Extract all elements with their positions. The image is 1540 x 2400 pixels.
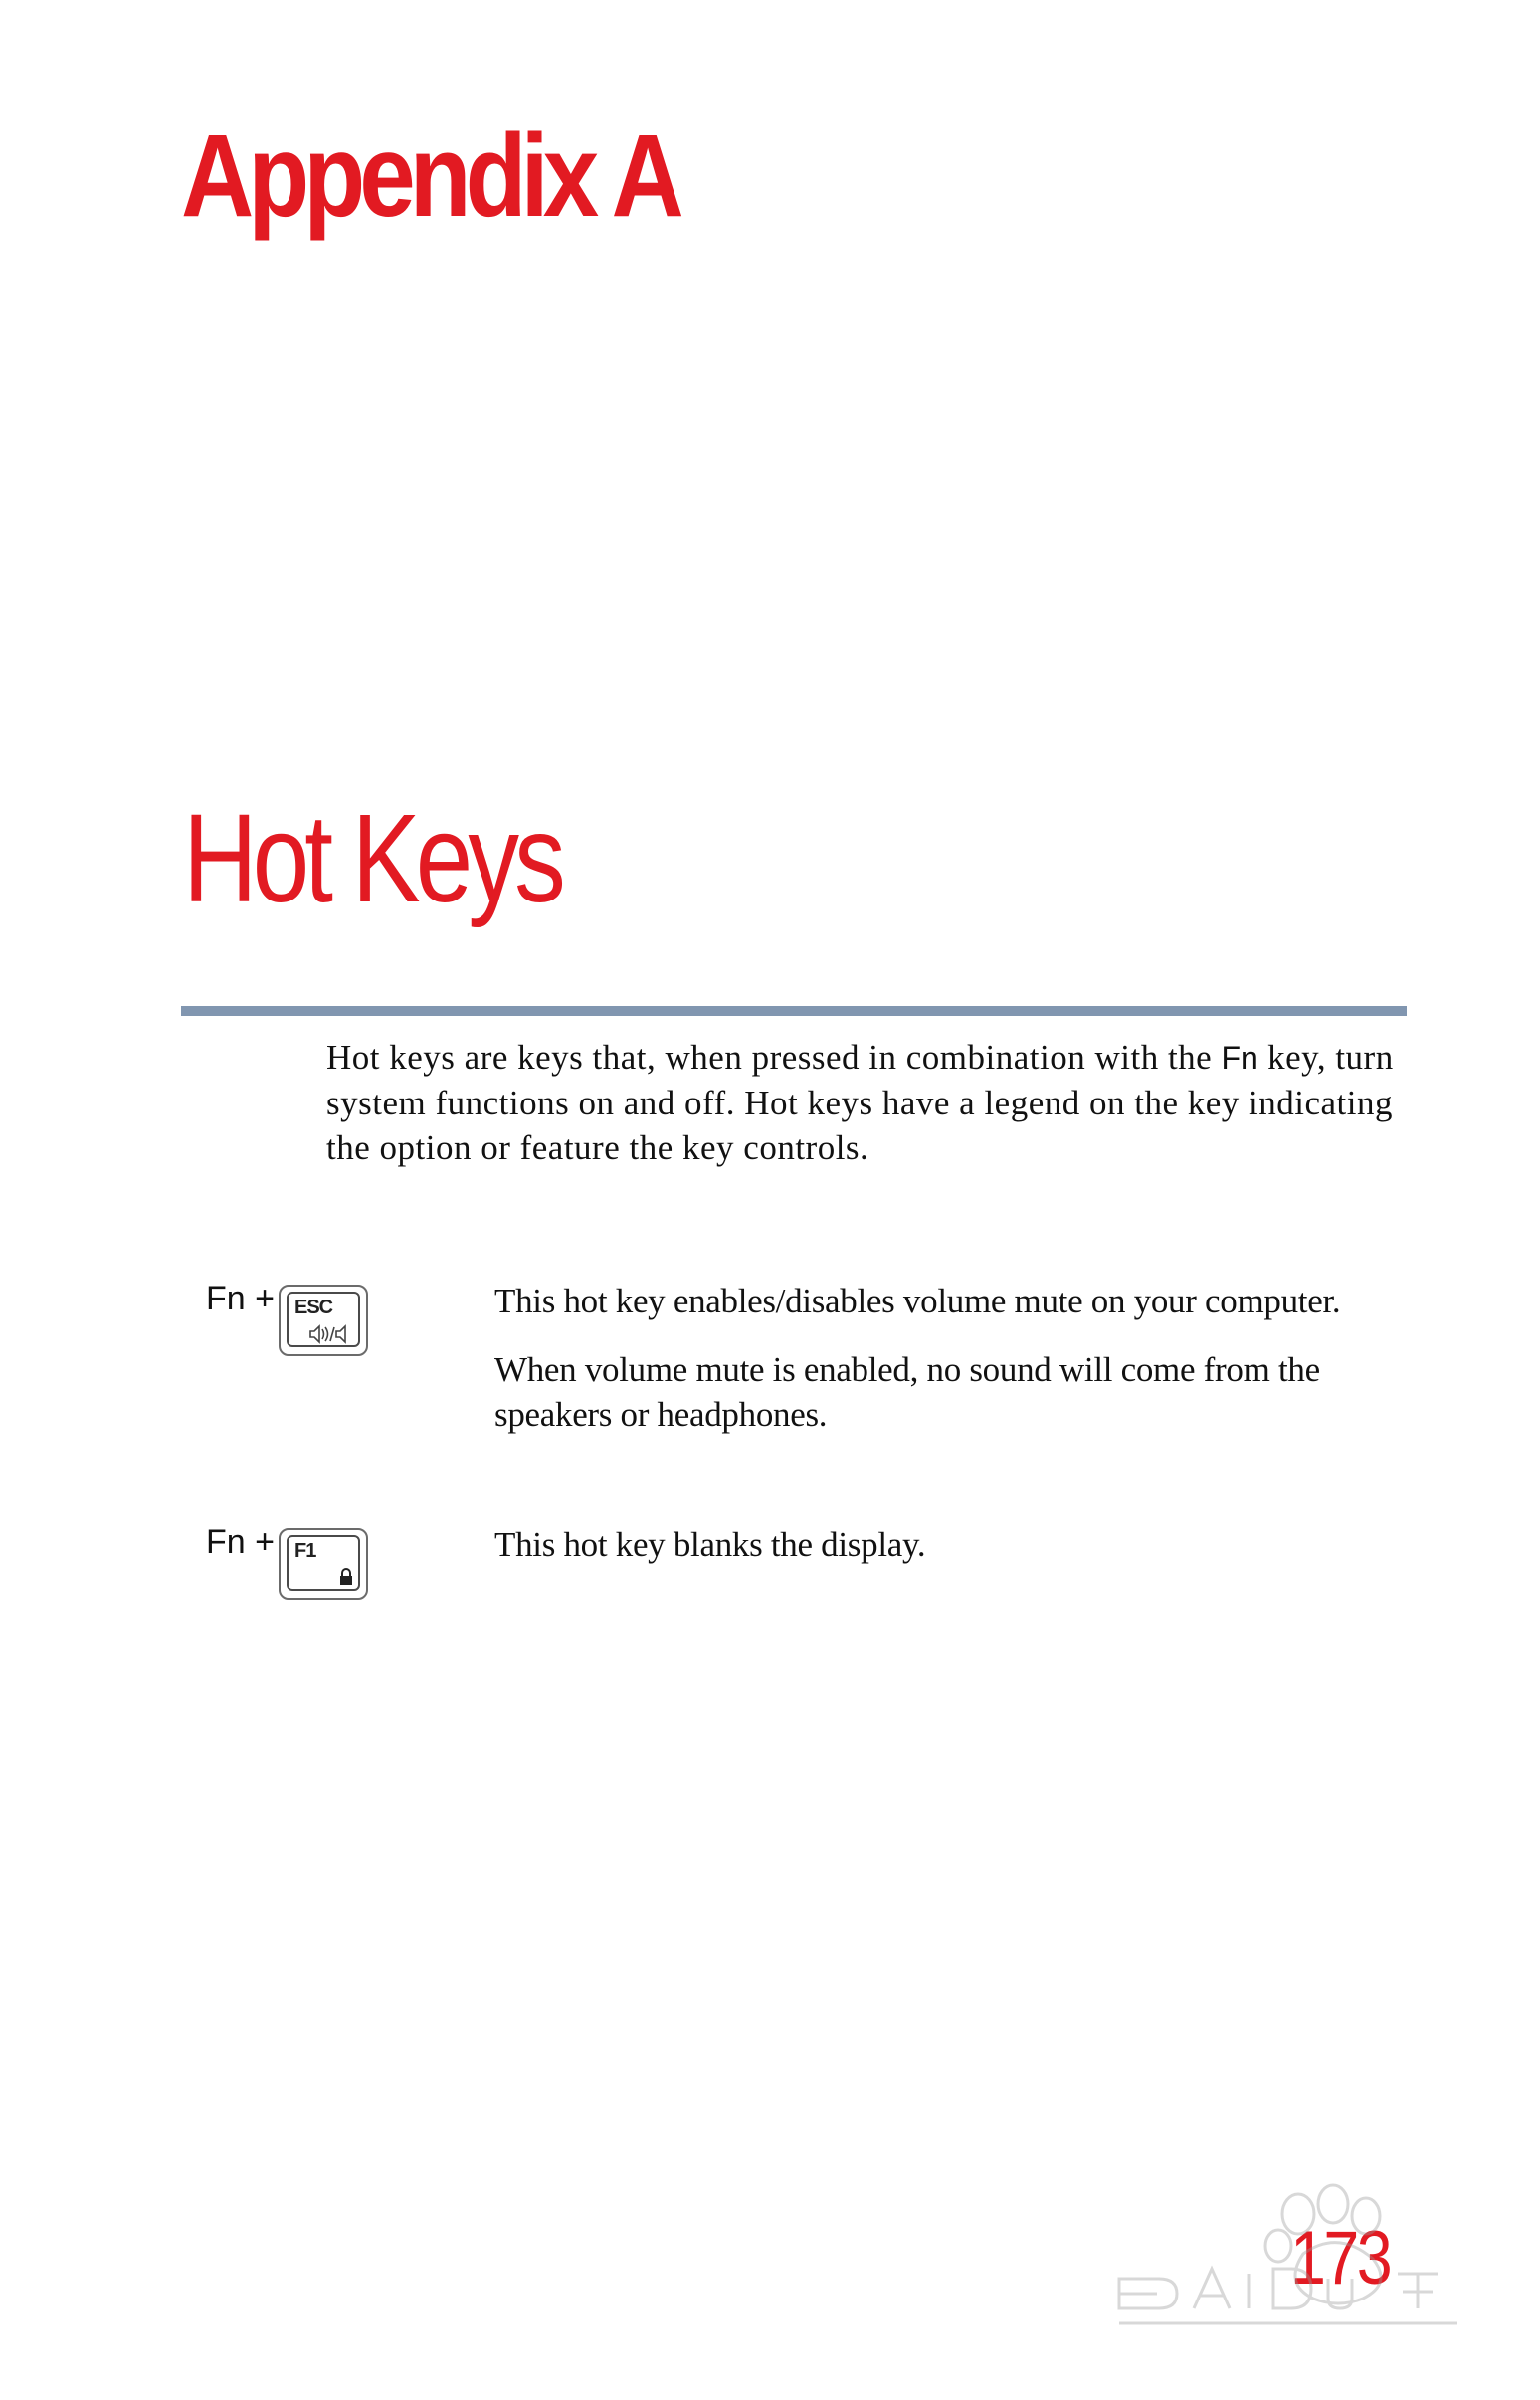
lock-icon bbox=[338, 1567, 354, 1587]
intro-text-after: key, turn system functions on and off. Hot keys have a legend on the key indicating the option or feature the key controls. bbox=[326, 1038, 1394, 1167]
esc-keycap bbox=[279, 1285, 368, 1356]
section-divider bbox=[181, 1006, 1407, 1016]
description-line: This hot key blanks the display. bbox=[494, 1525, 926, 1564]
description-line: This hot key enables/disables volume mute on your computer. bbox=[494, 1282, 1341, 1320]
hotkey-description bbox=[494, 1279, 1390, 1461]
volume-mute-icon bbox=[308, 1323, 352, 1345]
appendix-title: Appendix A bbox=[181, 110, 678, 242]
description-line: When volume mute is enabled, no sound will come from the speakers or headphones. bbox=[494, 1350, 1320, 1434]
key-legend: ESC bbox=[294, 1297, 333, 1318]
f1-keycap bbox=[279, 1528, 368, 1600]
fn-key-reference: Fn bbox=[1221, 1040, 1258, 1076]
keycap-face bbox=[287, 1292, 360, 1347]
hotkey-description bbox=[494, 1522, 1390, 1591]
fn-prefix: Fn + bbox=[206, 1523, 275, 1561]
paw-watermark-icon bbox=[1099, 2174, 1477, 2348]
key-legend: F1 bbox=[294, 1540, 316, 1562]
fn-prefix: Fn + bbox=[206, 1280, 275, 1317]
intro-paragraph bbox=[326, 1035, 1411, 1170]
keycap-face bbox=[287, 1535, 360, 1591]
chapter-title: Hot Keys bbox=[183, 788, 561, 928]
intro-text-before: Hot keys are keys that, when pressed in combination with the bbox=[326, 1038, 1222, 1077]
page-number: 173 bbox=[1290, 2216, 1391, 2300]
